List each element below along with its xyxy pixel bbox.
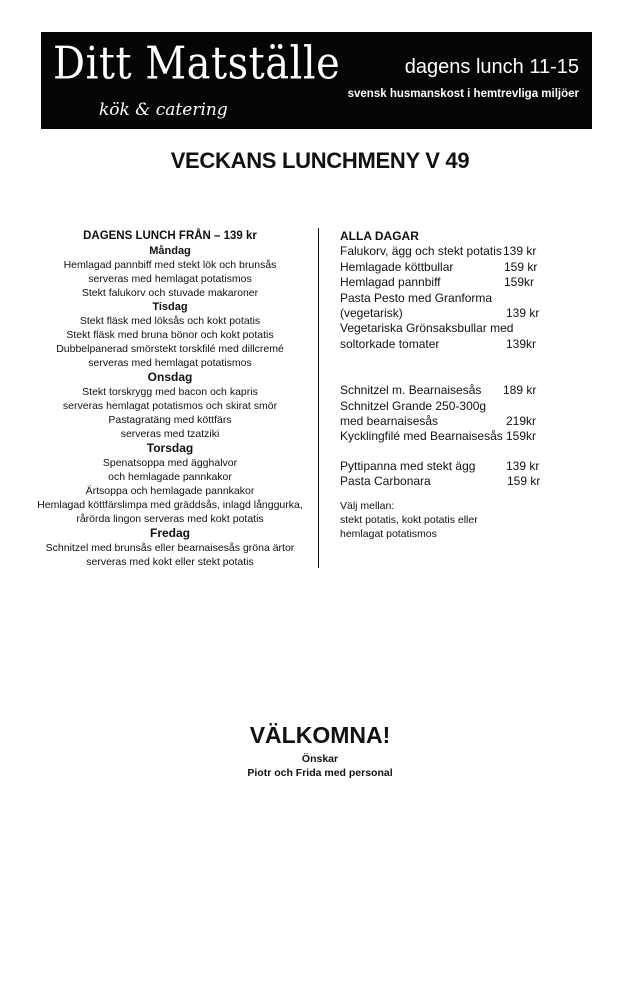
sides-note-title: Välj mellan: xyxy=(340,499,395,512)
sides-note-line: hemlagat potatismos xyxy=(340,527,437,540)
menu-line: rårörda lingon serveras med kokt potatis xyxy=(76,513,264,525)
item-price: 159 kr xyxy=(504,259,538,274)
day-heading-friday: Fredag xyxy=(149,526,190,540)
item-price: 139 kr xyxy=(506,306,540,321)
menu-line: Hemlagad pannbiff med stekt lök och brunsås xyxy=(63,259,277,271)
menu-item xyxy=(340,399,560,430)
item-name: Vegetariska Grönsaksbullar med xyxy=(340,321,514,336)
item-price: 159kr xyxy=(506,429,537,444)
wish-text: Önskar xyxy=(301,753,339,765)
menu-line: Schnitzel med brunsås eller bearnaisesås gröna ärtor xyxy=(45,542,295,554)
item-name: Hemlagad pannbiff xyxy=(340,275,441,290)
item-price: 139kr xyxy=(506,336,537,351)
menu-line: och hemlagade pannkakor xyxy=(108,471,232,483)
weekly-menu xyxy=(36,229,304,569)
item-name-cont: soltorkade tomater xyxy=(340,336,440,351)
menu-line: serveras hemlagat potatismos och skirat smör xyxy=(62,400,278,412)
signature-block xyxy=(0,752,640,780)
item-price: 159 kr xyxy=(507,474,541,489)
menu-line: Stekt falukorv och stuvade makaroner xyxy=(81,287,259,299)
menu-line: Ärtsoppa och hemlagade pannkakor xyxy=(85,485,255,497)
item-name: Pasta Pesto med Granforma xyxy=(340,290,493,305)
welcome-heading: VÄLKOMNA! xyxy=(249,722,391,748)
menu-line: Stekt fläsk med bruna bönor och kokt potatis xyxy=(66,329,274,341)
menu-line: Stekt torskrygg med bacon och kapris xyxy=(82,386,258,398)
item-name: Falukorv, ägg och stekt potatis xyxy=(340,244,502,259)
menu-line: serveras med tzatziki xyxy=(120,428,220,440)
daily-heading: ALLA DAGAR xyxy=(340,229,419,243)
day-heading-tuesday: Tisdag xyxy=(152,301,188,313)
menu-item xyxy=(340,429,560,444)
lunch-hours: dagens lunch 11-15 xyxy=(404,56,579,78)
menu-line: serveras med kokt eller stekt potatis xyxy=(86,556,254,568)
item-price: 219kr xyxy=(506,414,537,429)
item-price: 139 kr xyxy=(506,458,540,473)
menu-line: Stekt fläsk med löksås och kokt potatis xyxy=(79,315,261,327)
menu-line: serveras med hemlagat potatismos xyxy=(88,273,252,285)
menu-item xyxy=(340,459,560,474)
item-price: 139 kr xyxy=(503,244,537,259)
item-name: Schnitzel Grande 250-300g xyxy=(340,398,487,413)
sides-note-line: stekt potatis, kokt potatis eller xyxy=(340,513,478,526)
signature-text: Piotr och Frida med personal xyxy=(247,767,393,779)
day-heading-monday: Måndag xyxy=(149,245,191,257)
item-price: 189 kr xyxy=(503,383,537,398)
menu-line: Pastagratäng med köttfärs xyxy=(108,414,232,426)
column-divider xyxy=(318,228,319,568)
menu-line: Hemlagad köttfärslimpa med gräddsås, inlagd långgurka, xyxy=(37,499,303,511)
item-name-cont: (vegetarisk) xyxy=(340,306,403,321)
banner-subtagline: svensk husmanskost i hemtrevliga miljöer xyxy=(347,88,579,100)
day-heading-thursday: Torsdag xyxy=(146,441,194,455)
logo-subtitle: kök & catering xyxy=(99,100,228,120)
menu-item xyxy=(340,244,560,259)
menu-item xyxy=(340,321,560,352)
item-name: Pasta Carbonara xyxy=(340,474,431,489)
menu-item xyxy=(340,275,560,290)
header-banner xyxy=(41,32,592,129)
weekly-heading: DAGENS LUNCH FRÅN – 139 kr xyxy=(83,230,257,242)
menu-item xyxy=(340,383,560,398)
menu-item xyxy=(340,260,560,275)
menu-item xyxy=(340,291,560,322)
page-title: VECKANS LUNCHMENY V 49 xyxy=(170,148,470,173)
menu-line: serveras med hemlagat potatismos xyxy=(88,357,252,369)
item-price: 159kr xyxy=(504,275,535,290)
item-name: Schnitzel m. Bearnaisesås xyxy=(340,383,482,398)
logo-text: Ditt Matställe xyxy=(53,38,341,90)
day-heading-wednesday: Onsdag xyxy=(147,370,193,384)
item-name-cont: med bearnaisesås xyxy=(340,414,439,429)
menu-item xyxy=(340,474,560,489)
item-name: Kycklingfilé med Bearnaisesås xyxy=(340,429,503,444)
item-name: Pyttipanna med stekt ägg xyxy=(340,458,476,473)
menu-line: Spenatsoppa med ägghalvor xyxy=(102,457,238,469)
menu-line: Dubbelpanerad smörstekt torskfilé med dillcremé xyxy=(56,343,284,355)
daily-menu xyxy=(340,229,560,541)
item-name: Hemlagade köttbullar xyxy=(340,259,454,274)
